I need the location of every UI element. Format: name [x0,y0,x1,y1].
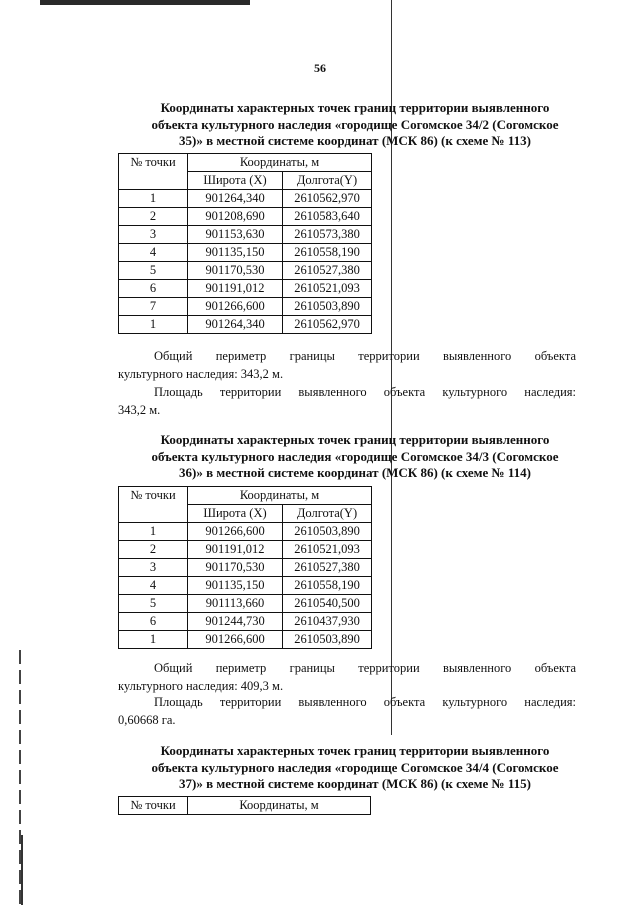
table-row [119,190,372,208]
section-1-area [118,383,576,419]
latitude-x-cell: 901153,630 [188,226,283,244]
longitude-y-cell: 2610558,190 [283,577,372,595]
section-2-area [118,693,576,729]
longitude-y-cell: 2610521,093 [283,280,372,298]
heading-line: Координаты характерных точек границ территории выявленного [160,432,550,447]
latitude-x-cell: 901266,600 [188,523,283,541]
table-row [119,577,372,595]
area-line: 0,60668 га. [118,713,176,727]
table-row [119,244,372,262]
latitude-x-cell: 901208,690 [188,208,283,226]
header-point-number: № точки [119,487,188,523]
table-row [119,559,372,577]
latitude-x-cell: 901135,150 [188,244,283,262]
table-row [119,631,372,649]
latitude-x-cell: 901113,660 [188,595,283,613]
table-body [119,523,372,649]
longitude-y-cell: 2610573,380 [283,226,372,244]
latitude-x-cell: 901191,012 [188,541,283,559]
point-number-cell: 3 [119,559,188,577]
latitude-x-cell: 901266,600 [188,298,283,316]
table-row [119,280,372,298]
point-number-cell: 5 [119,595,188,613]
header-latitude-x: Широта (X) [188,505,283,523]
scan-artifact-top [40,0,250,5]
heading-line: объекта культурного наследия «городище Согомское 34/4 (Согомское [151,759,559,775]
heading-line: 35)» в местной системе координат (МСК 86) (к схеме № 113) [179,133,531,148]
header-coordinates: Координаты, м [188,487,372,505]
table-row [119,595,372,613]
table-header-row [119,487,372,505]
latitude-x-cell: 901135,150 [188,577,283,595]
heading-line: объекта культурного наследия «городище Согомское 34/2 (Согомское [151,116,559,132]
section-2-heading [95,432,615,482]
header-latitude-x: Широта (X) [188,172,283,190]
point-number-cell: 7 [119,298,188,316]
longitude-y-cell: 2610583,640 [283,208,372,226]
point-number-cell: 1 [119,631,188,649]
longitude-y-cell: 2610562,970 [283,316,372,334]
area-line: Площадь территории выявленного объекта культурного наследия: [154,695,576,709]
latitude-x-cell: 901266,600 [188,631,283,649]
longitude-y-cell: 2610503,890 [283,631,372,649]
section-2-coordinates-table [118,486,372,649]
scan-artifact-left-edge-bottom [21,835,23,905]
page-number: 56 [314,61,326,75]
header-point-number: № точки [119,154,188,190]
longitude-y-cell: 2610540,500 [283,595,372,613]
header-longitude-y: Долгота(Y) [283,172,372,190]
section-1-coordinates-table [118,153,372,334]
latitude-x-cell: 901170,530 [188,559,283,577]
longitude-y-cell: 2610562,970 [283,190,372,208]
point-number-cell: 1 [119,316,188,334]
heading-line: Координаты характерных точек границ территории выявленного [160,743,550,758]
table-row [119,208,372,226]
point-number-cell: 3 [119,226,188,244]
perimeter-line: Общий периметр границы территории выявленного объекта [154,349,576,363]
table-row [119,523,372,541]
area-line: 343,2 м. [118,403,161,417]
heading-line: 37)» в местной системе координат (МСК 86) (к схеме № 115) [179,776,531,791]
heading-line: 36)» в местной системе координат (МСК 86) (к схеме № 114) [179,465,531,480]
header-coordinates: Координаты, м [188,797,371,815]
point-number-cell: 2 [119,541,188,559]
latitude-x-cell: 901244,730 [188,613,283,631]
table-header-row [119,797,371,815]
point-number-cell: 6 [119,613,188,631]
table-row [119,541,372,559]
table-header-row [119,154,372,172]
point-number-cell: 5 [119,262,188,280]
point-number-cell: 1 [119,523,188,541]
longitude-y-cell: 2610521,093 [283,541,372,559]
table-row [119,613,372,631]
longitude-y-cell: 2610503,890 [283,523,372,541]
area-line: Площадь территории выявленного объекта культурного наследия: [154,385,576,399]
table-row [119,226,372,244]
point-number-cell: 4 [119,577,188,595]
latitude-x-cell: 901264,340 [188,190,283,208]
header-point-number: № точки [119,797,188,815]
longitude-y-cell: 2610527,380 [283,559,372,577]
point-number-cell: 2 [119,208,188,226]
latitude-x-cell: 901264,340 [188,316,283,334]
heading-line: Координаты характерных точек границ территории выявленного [160,100,550,115]
perimeter-line: культурного наследия: 343,2 м. [118,367,284,381]
longitude-y-cell: 2610437,930 [283,613,372,631]
section-3-coordinates-table [118,796,371,815]
point-number-cell: 1 [119,190,188,208]
table-row [119,298,372,316]
latitude-x-cell: 901191,012 [188,280,283,298]
perimeter-line: Общий периметр границы территории выявленного объекта [154,661,576,675]
section-1-heading [95,100,615,150]
section-3-heading [95,743,615,793]
point-number-cell: 6 [119,280,188,298]
section-2-perimeter [118,659,576,695]
table-row [119,262,372,280]
header-coordinates: Координаты, м [188,154,372,172]
section-1-perimeter [118,347,576,383]
perimeter-line: культурного наследия: 409,3 м. [118,679,284,693]
longitude-y-cell: 2610503,890 [283,298,372,316]
point-number-cell: 4 [119,244,188,262]
longitude-y-cell: 2610558,190 [283,244,372,262]
table-row [119,316,372,334]
table-body [119,190,372,334]
header-longitude-y: Долгота(Y) [283,505,372,523]
longitude-y-cell: 2610527,380 [283,262,372,280]
heading-line: объекта культурного наследия «городище Согомское 34/3 (Согомское [151,448,559,464]
latitude-x-cell: 901170,530 [188,262,283,280]
